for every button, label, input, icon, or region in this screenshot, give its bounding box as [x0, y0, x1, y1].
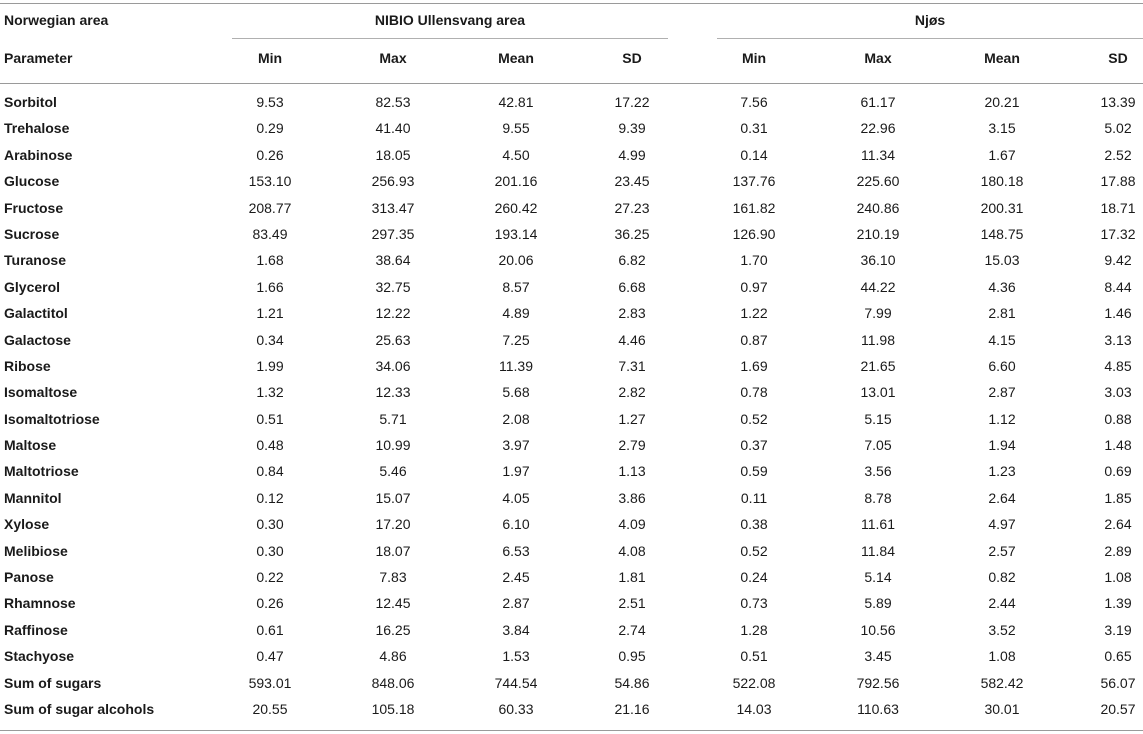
table-cell: 3.45 — [864, 648, 892, 665]
table-cell: 1.70 — [740, 252, 768, 269]
table-cell: 2.74 — [618, 621, 646, 638]
table-cell: 5.46 — [379, 463, 407, 480]
table-cell: 21.65 — [860, 357, 896, 374]
table-cell: 2.08 — [502, 410, 530, 427]
table-cell: 297.35 — [371, 225, 415, 242]
table-cell: 60.33 — [498, 700, 534, 717]
table-cell: 105.18 — [371, 700, 415, 717]
table-row — [0, 459, 1143, 485]
table-row — [0, 644, 1143, 670]
table-cell: 20.55 — [252, 700, 288, 717]
table-cell: 0.26 — [256, 146, 284, 163]
table-cell: 83.49 — [252, 225, 288, 242]
table-cell: 0.30 — [256, 542, 284, 559]
row-parameter-name: Mannitol — [4, 489, 62, 506]
table-cell: 1.12 — [988, 410, 1016, 427]
table-cell: 208.77 — [248, 199, 292, 216]
header-stat-max: Max — [864, 50, 892, 66]
table-cell: 582.42 — [980, 674, 1024, 691]
table-cell: 9.55 — [502, 120, 530, 137]
table-row — [0, 380, 1143, 406]
table-cell: 1.39 — [1104, 595, 1132, 612]
table-cell: 17.20 — [375, 516, 411, 533]
table-cell: 0.12 — [256, 489, 284, 506]
table-cell: 0.78 — [740, 384, 768, 401]
header-group-nibio: NIBIO Ullensvang area — [374, 12, 526, 28]
table-cell: 1.66 — [256, 278, 284, 295]
table-cell: 3.56 — [864, 463, 892, 480]
table-cell: 18.05 — [375, 146, 411, 163]
group-rule-nibio — [232, 38, 668, 39]
table-cell: 210.19 — [856, 225, 900, 242]
table-cell: 0.61 — [256, 621, 284, 638]
table-cell: 11.84 — [861, 542, 895, 559]
table-cell: 1.08 — [988, 648, 1016, 665]
table-row — [0, 591, 1143, 617]
table-cell: 0.34 — [256, 331, 284, 348]
header-stat-max: Max — [379, 50, 407, 66]
table-cell: 2.64 — [988, 489, 1016, 506]
top-rule — [0, 3, 1143, 4]
table-cell: 848.06 — [371, 674, 415, 691]
table-cell: 17.88 — [1100, 173, 1136, 190]
table-cell: 3.84 — [502, 621, 530, 638]
table-row — [0, 90, 1143, 116]
table-cell: 201.16 — [494, 173, 538, 190]
header-stat-min: Min — [257, 50, 283, 66]
table-cell: 4.85 — [1104, 357, 1132, 374]
table-cell: 38.64 — [375, 252, 411, 269]
table-cell: 148.75 — [980, 225, 1024, 242]
table-cell: 240.86 — [856, 199, 900, 216]
table-cell: 126.90 — [732, 225, 776, 242]
table-cell: 12.22 — [375, 305, 411, 322]
table-cell: 0.87 — [740, 331, 768, 348]
table-cell: 11.34 — [861, 146, 895, 163]
table-cell: 23.45 — [614, 173, 650, 190]
row-parameter-name: Sum of sugar alcohols — [4, 700, 155, 717]
table-row — [0, 433, 1143, 459]
table-cell: 18.07 — [375, 542, 411, 559]
table-row — [0, 248, 1143, 274]
table-cell: 0.31 — [740, 120, 768, 137]
table-cell: 54.86 — [614, 674, 650, 691]
table-row — [0, 618, 1143, 644]
table-cell: 0.24 — [740, 569, 768, 586]
table-cell: 193.14 — [494, 225, 538, 242]
table-cell: 32.75 — [375, 278, 411, 295]
table-cell: 82.53 — [375, 94, 411, 110]
table-row — [0, 671, 1143, 697]
row-parameter-name: Xylose — [4, 516, 50, 533]
table-cell: 7.99 — [864, 305, 892, 322]
table-cell: 4.36 — [988, 278, 1016, 295]
table-cell: 30.01 — [984, 700, 1020, 717]
table-cell: 15.03 — [984, 252, 1020, 269]
table-cell: 3.97 — [502, 437, 530, 454]
table-cell: 1.32 — [256, 384, 284, 401]
table-cell: 16.25 — [375, 621, 411, 638]
table-cell: 2.45 — [502, 569, 530, 586]
table-cell: 9.39 — [618, 120, 646, 137]
table-cell: 20.06 — [498, 252, 534, 269]
table-cell: 0.26 — [256, 595, 284, 612]
row-parameter-name: Arabinose — [4, 146, 73, 163]
table-row — [0, 565, 1143, 591]
table-cell: 0.59 — [740, 463, 768, 480]
table-cell: 0.29 — [256, 120, 284, 137]
table-cell: 2.51 — [618, 595, 646, 612]
row-parameter-name: Glycerol — [4, 278, 61, 295]
table-row — [0, 697, 1143, 723]
row-parameter-name: Sucrose — [4, 225, 60, 242]
table-cell: 8.57 — [502, 278, 530, 295]
table-cell: 0.52 — [740, 410, 768, 427]
table-cell: 44.22 — [860, 278, 896, 295]
table-cell: 3.52 — [988, 621, 1016, 638]
table-cell: 3.19 — [1104, 621, 1132, 638]
table-cell: 4.86 — [379, 648, 407, 665]
table-cell: 2.79 — [618, 437, 646, 454]
row-parameter-name: Turanose — [4, 252, 66, 269]
table-cell: 1.21 — [256, 305, 284, 322]
table-cell: 6.60 — [988, 357, 1016, 374]
table-cell: 25.63 — [375, 331, 411, 348]
table-row — [0, 143, 1143, 169]
row-parameter-name: Maltose — [4, 437, 57, 454]
table-cell: 1.27 — [618, 410, 646, 427]
table-cell: 15.07 — [375, 489, 411, 506]
table-cell: 4.50 — [502, 146, 530, 163]
table-cell: 13.01 — [860, 384, 896, 401]
row-parameter-name: Galactitol — [4, 305, 68, 322]
header-rule — [0, 83, 1143, 84]
row-parameter-name: Rhamnose — [4, 595, 76, 612]
table-cell: 12.33 — [375, 384, 411, 401]
table-cell: 200.31 — [980, 199, 1024, 216]
header-stat-sd: SD — [1108, 50, 1128, 66]
table-cell: 8.78 — [864, 489, 892, 506]
table-cell: 1.08 — [1104, 569, 1132, 586]
table-cell: 313.47 — [371, 199, 415, 216]
table-cell: 10.99 — [375, 437, 411, 454]
row-parameter-name: Galactose — [4, 331, 71, 348]
table-cell: 13.39 — [1100, 94, 1136, 110]
table-cell: 4.99 — [618, 146, 646, 163]
table-cell: 12.45 — [375, 595, 411, 612]
table-cell: 34.06 — [375, 357, 411, 374]
table-cell: 1.48 — [1104, 437, 1132, 454]
table-body — [0, 90, 1143, 723]
table-cell: 7.05 — [864, 437, 892, 454]
table-cell: 1.28 — [740, 621, 768, 638]
table-cell: 1.46 — [1104, 305, 1132, 322]
table-cell: 0.84 — [256, 463, 284, 480]
table-row — [0, 301, 1143, 327]
table-cell: 20.57 — [1100, 700, 1136, 717]
table-cell: 1.53 — [502, 648, 530, 665]
row-parameter-name: Isomaltotriose — [4, 410, 100, 427]
table-cell: 3.13 — [1104, 331, 1132, 348]
row-parameter-name: Fructose — [4, 199, 64, 216]
table-row — [0, 169, 1143, 195]
table-cell: 2.64 — [1104, 516, 1132, 533]
table-cell: 2.89 — [1104, 542, 1132, 559]
table-cell: 256.93 — [371, 173, 415, 190]
table-cell: 1.22 — [740, 305, 768, 322]
table-cell: 0.69 — [1104, 463, 1132, 480]
table-cell: 4.09 — [618, 516, 646, 533]
group-rule-njos — [717, 38, 1143, 39]
table-cell: 2.57 — [988, 542, 1016, 559]
header-stat-min: Min — [741, 50, 767, 66]
table-cell: 9.42 — [1104, 252, 1132, 269]
table-cell: 7.56 — [740, 94, 768, 110]
table-cell: 1.13 — [618, 463, 646, 480]
table-cell: 27.23 — [614, 199, 650, 216]
table-row — [0, 116, 1143, 142]
table-row — [0, 275, 1143, 301]
table-cell: 0.14 — [740, 146, 768, 163]
row-parameter-name: Stachyose — [4, 648, 75, 665]
table-cell: 2.82 — [618, 384, 646, 401]
bottom-rule — [0, 730, 1143, 731]
table-cell: 1.85 — [1104, 489, 1132, 506]
table-row — [0, 328, 1143, 354]
table-cell: 5.71 — [379, 410, 407, 427]
table-row — [0, 486, 1143, 512]
table-cell: 0.22 — [256, 569, 284, 586]
row-parameter-name: Ribose — [4, 357, 51, 374]
row-parameter-name: Melibiose — [4, 542, 68, 559]
table-cell: 0.65 — [1104, 648, 1132, 665]
table-cell: 1.69 — [740, 357, 768, 374]
table-cell: 180.18 — [980, 173, 1024, 190]
table-cell: 0.47 — [256, 648, 284, 665]
table-cell: 42.81 — [498, 94, 534, 110]
table-row — [0, 407, 1143, 433]
header-group-njos: Njøs — [914, 12, 946, 28]
table-cell: 1.97 — [502, 463, 530, 480]
table-cell: 4.15 — [988, 331, 1016, 348]
table-cell: 9.53 — [256, 94, 284, 110]
table-cell: 744.54 — [494, 674, 538, 691]
table-cell: 4.46 — [618, 331, 646, 348]
table-cell: 18.71 — [1100, 199, 1136, 216]
table-cell: 2.52 — [1104, 146, 1132, 163]
table-cell: 14.03 — [736, 700, 772, 717]
header-stat-sd: SD — [622, 50, 642, 66]
table-cell: 0.38 — [740, 516, 768, 533]
table-row — [0, 354, 1143, 380]
table-cell: 7.31 — [618, 357, 646, 374]
table-cell: 8.44 — [1104, 278, 1132, 295]
table-row — [0, 222, 1143, 248]
table-cell: 4.89 — [502, 305, 530, 322]
row-parameter-name: Raffinose — [4, 621, 68, 638]
table-cell: 4.08 — [618, 542, 646, 559]
table-cell: 1.94 — [988, 437, 1016, 454]
table-cell: 0.82 — [988, 569, 1016, 586]
table-cell: 20.21 — [984, 94, 1020, 110]
table-cell: 5.15 — [864, 410, 892, 427]
table-cell: 3.03 — [1104, 384, 1132, 401]
table-row — [0, 539, 1143, 565]
table-cell: 1.67 — [988, 146, 1016, 163]
header-parameter-label: Parameter — [4, 50, 73, 66]
table-cell: 1.23 — [988, 463, 1016, 480]
table-cell: 593.01 — [248, 674, 292, 691]
table-cell: 11.98 — [861, 331, 895, 348]
table-cell: 36.10 — [860, 252, 896, 269]
table-cell: 153.10 — [248, 173, 292, 190]
table-cell: 56.07 — [1100, 674, 1136, 691]
table-cell: 5.68 — [502, 384, 530, 401]
table-cell: 0.51 — [740, 648, 768, 665]
table-cell: 11.61 — [861, 516, 895, 533]
table-cell: 260.42 — [494, 199, 538, 216]
table-cell: 17.32 — [1100, 225, 1136, 242]
table-cell: 110.63 — [857, 700, 899, 717]
row-parameter-name: Sorbitol — [4, 94, 57, 110]
header-stat-mean: Mean — [498, 50, 534, 66]
table-cell: 0.37 — [740, 437, 768, 454]
header-stat-mean: Mean — [984, 50, 1020, 66]
table-cell: 61.17 — [860, 94, 896, 110]
table-cell: 2.44 — [988, 595, 1016, 612]
table-cell: 0.51 — [256, 410, 284, 427]
table-cell: 22.96 — [860, 120, 896, 137]
table-cell: 11.39 — [499, 357, 533, 374]
table-cell: 0.52 — [740, 542, 768, 559]
table-cell: 5.02 — [1104, 120, 1132, 137]
table-cell: 3.15 — [988, 120, 1016, 137]
table-cell: 5.14 — [864, 569, 892, 586]
table-cell: 1.99 — [256, 357, 284, 374]
table-cell: 1.68 — [256, 252, 284, 269]
table-cell: 5.89 — [864, 595, 892, 612]
table-cell: 36.25 — [614, 225, 650, 242]
table-cell: 6.68 — [618, 278, 646, 295]
row-parameter-name: Isomaltose — [4, 384, 78, 401]
table-cell: 6.53 — [502, 542, 530, 559]
row-parameter-name: Maltotriose — [4, 463, 79, 480]
row-parameter-name: Glucose — [4, 173, 60, 190]
table-cell: 0.30 — [256, 516, 284, 533]
table-row — [0, 512, 1143, 538]
table-cell: 0.11 — [740, 489, 768, 506]
table-cell: 225.60 — [856, 173, 900, 190]
row-parameter-name: Sum of sugars — [4, 674, 102, 691]
table-cell: 0.48 — [256, 437, 284, 454]
table-cell: 161.82 — [732, 199, 776, 216]
table-cell: 4.05 — [502, 489, 530, 506]
row-parameter-name: Trehalose — [4, 120, 70, 137]
table-cell: 6.10 — [502, 516, 530, 533]
table-cell: 0.88 — [1104, 410, 1132, 427]
table-cell: 2.87 — [502, 595, 530, 612]
table-cell: 0.73 — [740, 595, 768, 612]
table-row — [0, 196, 1143, 222]
table-cell: 1.81 — [618, 569, 646, 586]
table-cell: 792.56 — [856, 674, 900, 691]
table-cell: 10.56 — [860, 621, 896, 638]
header-area-label: Norwegian area — [4, 12, 109, 28]
table-cell: 4.97 — [988, 516, 1016, 533]
table-cell: 2.83 — [618, 305, 646, 322]
table-cell: 41.40 — [375, 120, 411, 137]
table-cell: 2.81 — [988, 305, 1016, 322]
table-cell: 0.95 — [618, 648, 646, 665]
table-cell: 21.16 — [614, 700, 650, 717]
table-cell: 7.83 — [379, 569, 407, 586]
table-cell: 3.86 — [618, 489, 646, 506]
table-cell: 7.25 — [502, 331, 530, 348]
table-cell: 522.08 — [732, 674, 776, 691]
table-cell: 17.22 — [614, 94, 650, 110]
table-cell: 6.82 — [618, 252, 646, 269]
table-cell: 2.87 — [988, 384, 1016, 401]
row-parameter-name: Panose — [4, 569, 54, 586]
table-cell: 137.76 — [732, 173, 776, 190]
table-cell: 0.97 — [740, 278, 768, 295]
